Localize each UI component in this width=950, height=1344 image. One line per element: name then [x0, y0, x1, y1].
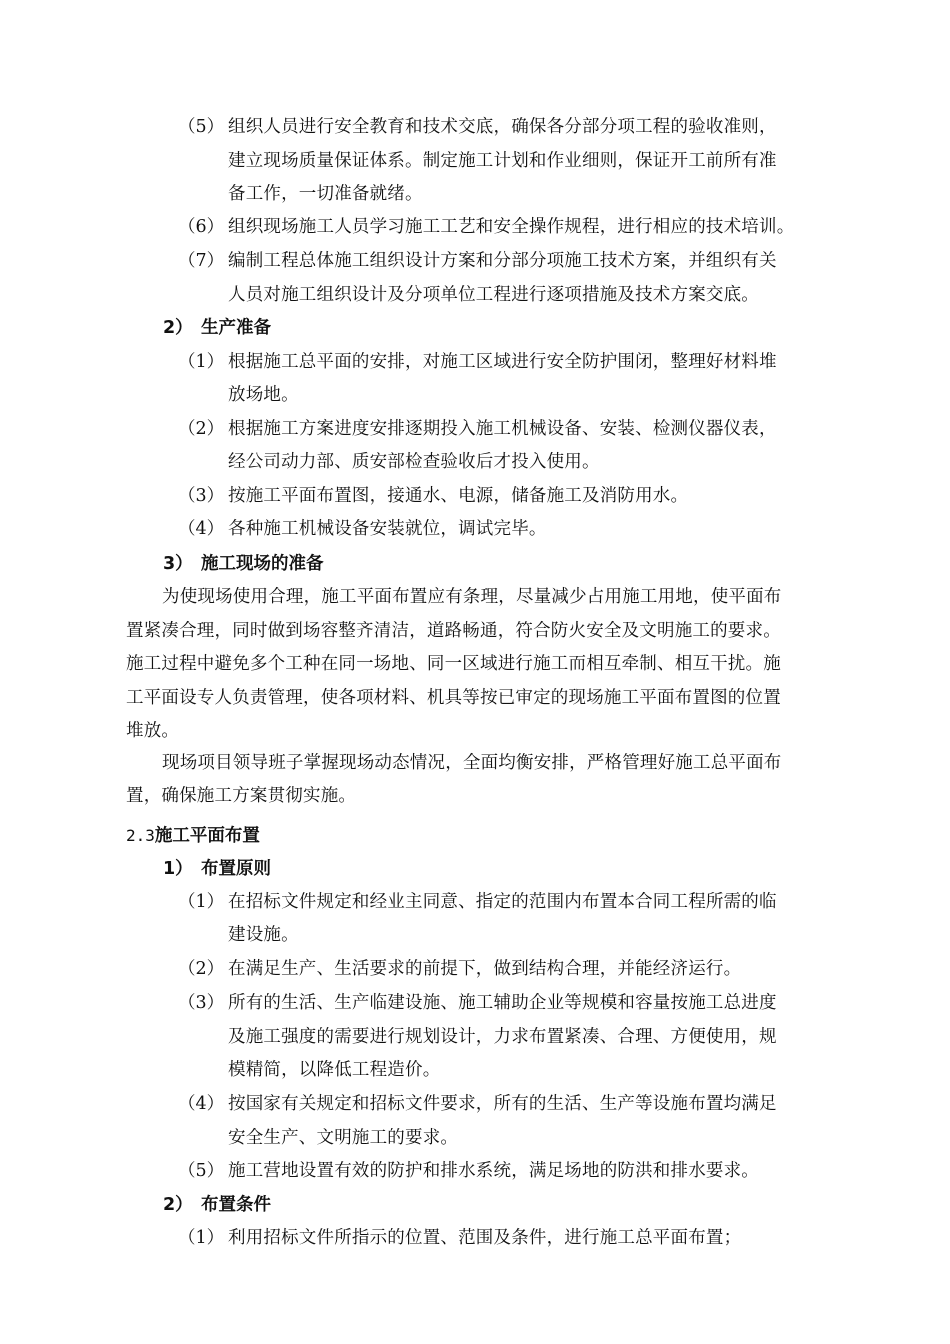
- section-number: 2.3: [126, 826, 155, 845]
- list-item-text: 建立现场质量保证体系。制定施工计划和作业细则，保证开工前所有准: [228, 151, 777, 171]
- list-item-text: 根据施工总平面的安排，对施工区域进行安全防护围闭，整理好材料堆: [228, 352, 777, 372]
- paragraph-line: 堆放。: [126, 721, 180, 741]
- list-item-text: 编制工程总体施工组织设计方案和分部分项施工技术方案，并组织有关: [228, 251, 777, 271]
- list-item-text: 经公司动力部、质安部检查验收后才投入使用。: [228, 452, 600, 472]
- list-item-number: （2）: [178, 419, 225, 439]
- list-item-number: （1）: [178, 352, 225, 372]
- list-item-text: 安全生产、文明施工的要求。: [228, 1128, 459, 1148]
- section-title: 施工平面布置: [154, 826, 260, 846]
- list-item-text: 在满足生产、生活要求的前提下，做到结构合理，并能经济运行。: [228, 959, 742, 979]
- paragraph-line: 现场项目领导班子掌握现场动态情况，全面均衡安排，严格管理好施工总平面布: [162, 753, 782, 773]
- paragraph-line: 施工过程中避免多个工种在同一场地、同一区域进行施工而相互牵制、相互干扰。施: [126, 654, 781, 674]
- subsection-heading-site: [163, 547, 324, 581]
- list-item-text: 各种施工机械设备安装就位，调试完毕。: [228, 519, 547, 539]
- list-item-text: 备工作，一切准备就绪。: [228, 184, 423, 204]
- heading-number: 2）: [163, 318, 193, 338]
- list-item-text: 建设施。: [228, 925, 299, 945]
- heading-number: 2）: [163, 1195, 193, 1215]
- list-item-number: （4）: [178, 519, 225, 539]
- heading-number: 3）: [163, 554, 193, 574]
- paragraph-line: 置紧凑合理，同时做到场容整齐清洁，道路畅通，符合防火安全及文明施工的要求。: [126, 621, 781, 641]
- list-item-text: 所有的生活、生产临建设施、施工辅助企业等规模和容量按施工总进度: [228, 993, 777, 1013]
- list-item-number: （1）: [178, 1228, 225, 1248]
- list-item-number: （2）: [178, 959, 225, 979]
- list-item-number: （4）: [178, 1094, 225, 1114]
- list-item-text: 利用招标文件所指示的位置、范围及条件，进行施工总平面布置；: [228, 1228, 742, 1248]
- heading-number: 1）: [163, 859, 193, 879]
- heading-title: 施工现场的准备: [201, 554, 324, 574]
- list-item-number: （3）: [178, 486, 225, 506]
- list-item-number: （1）: [178, 892, 225, 912]
- list-item-text: 放场地。: [228, 385, 299, 405]
- section-heading: [126, 819, 260, 853]
- list-item-text: 组织人员进行安全教育和技术交底，确保各分部分项工程的验收准则，: [228, 117, 777, 137]
- subsection-heading-production: [163, 311, 271, 345]
- list-item-number: （5）: [178, 117, 225, 137]
- list-item-text: 及施工强度的需要进行规划设计，力求布置紧凑、合理、方便使用，规: [228, 1027, 777, 1047]
- list-item-text: 按施工平面布置图，接通水、电源，储备施工及消防用水。: [228, 486, 689, 506]
- list-item-text: 组织现场施工人员学习施工工艺和安全操作规程，进行相应的技术培训。: [228, 217, 795, 237]
- list-item-number: （3）: [178, 993, 225, 1013]
- list-item-number: （7）: [178, 251, 225, 271]
- list-item-text: 按国家有关规定和招标文件要求，所有的生活、生产等设施布置均满足: [228, 1094, 777, 1114]
- subsection-heading-conditions: [163, 1188, 271, 1222]
- heading-title: 布置原则: [201, 859, 271, 879]
- list-item-number: （5）: [178, 1161, 225, 1181]
- paragraph-line: 置，确保施工方案贯彻实施。: [126, 786, 357, 806]
- heading-title: 布置条件: [201, 1195, 271, 1215]
- paragraph-line: 工平面设专人负责管理，使各项材料、机具等按已审定的现场施工平面布置图的位置: [126, 688, 781, 708]
- heading-title: 生产准备: [201, 318, 271, 338]
- list-item-text: 施工营地设置有效的防护和排水系统，满足场地的防洪和排水要求。: [228, 1161, 759, 1181]
- list-item-number: （6）: [178, 217, 225, 237]
- list-item-text: 人员对施工组织设计及分项单位工程进行逐项措施及技术方案交底。: [228, 285, 759, 305]
- subsection-heading-principles: [163, 852, 271, 886]
- list-item-text: 模精简，以降低工程造价。: [228, 1060, 441, 1080]
- list-item-text: 根据施工方案进度安排逐期投入施工机械设备、安装、检测仪器仪表，: [228, 419, 777, 439]
- paragraph-line: 为使现场使用合理，施工平面布置应有条理，尽量减少占用施工用地，使平面布: [162, 587, 782, 607]
- list-item-text: 在招标文件规定和经业主同意、指定的范围内布置本合同工程所需的临: [228, 892, 777, 912]
